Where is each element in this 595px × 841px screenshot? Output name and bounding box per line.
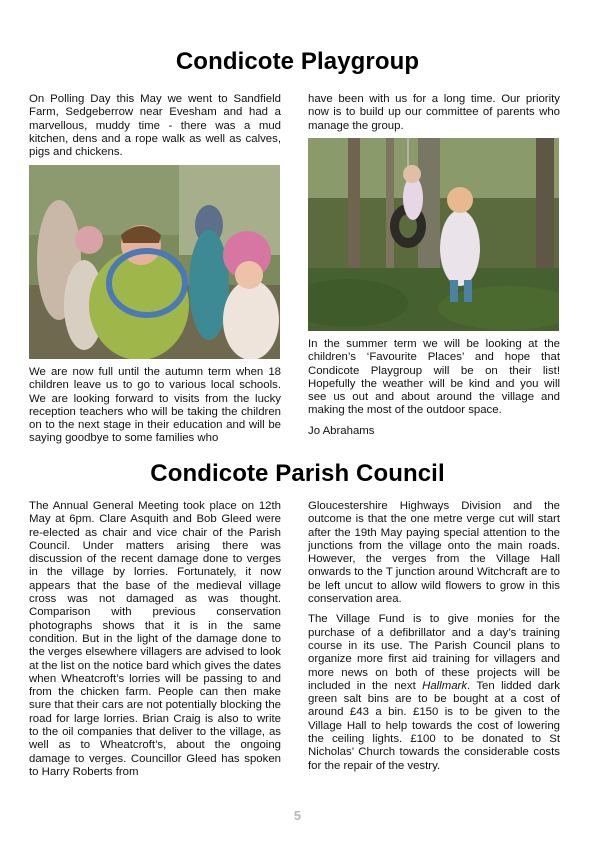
- children-hoop-photo: [29, 165, 280, 359]
- council-column-right: [308, 500, 560, 780]
- playgroup-intro-paragraph: On Polling Day this May we went to Sandfield Farm, Sedgeberrow near Evesham and had a marvellous, muddy time - there was a mud kitchen, dens and a rope walk as well as calves, pigs and chickens.: [29, 93, 281, 159]
- village-fund-text-b: . Ten lidded dark green salt bins are to be bought at a cost of around £43 a bin. £150 is to be given to the Village Hall to help towards the cost of lowering the ceiling lights. £100 to be donated to St Nicholas’ Church towards the considerable costs for the repair of the vestry.: [308, 679, 560, 772]
- playgroup-title: Condicote Playgroup: [175, 48, 420, 75]
- playgroup-summer-paragraph: In the summer term we will be looking at the children’s ‘Favourite Places’ and hope that Condicote Playgroup will be on their list! Hopefully the weather will be kind and you will see us out and about around the village and making the most of the outdoor space.: [308, 338, 560, 417]
- playgroup-signature: Jo Abrahams: [308, 424, 375, 437]
- playgroup-column-left-bottom: [29, 366, 281, 453]
- page-number: 5: [293, 808, 302, 823]
- children-woods-photo: [308, 138, 559, 331]
- hallmark-title: Hallmark: [422, 679, 468, 692]
- council-column-left: [29, 500, 281, 786]
- village-fund-text-a: The Village Fund is to give monies for the purchase of a defibrillator and a day’s training course in its use. The Parish Council plans to organize more first aid training for villagers and more news on both of these projects will be included in the next: [308, 613, 560, 692]
- council-highways-paragraph: Gloucestershire Highways Division and the outcome is that the one metre verge cut will start after the 19th May paying special attention to the junctions from the village onto the main roads. However, the verges from the Village Hall onwards to the T junction around Witchcraft are to be left uncut to allow wild flowers to grow in this conservation area.: [308, 500, 560, 606]
- playgroup-column-right: [308, 93, 560, 140]
- playgroup-column-right-bottom: [308, 338, 560, 445]
- council-agm-paragraph: The Annual General Meeting took place on 12th May at 6pm. Clare Asquith and Bob Gleed were re-elected as chair and vice chair of the Parish Council. Under matters arising there was discussion of the recent damage done to verges in the village by lorries. Fortunately, it now appears that the base of the medieval village cross was not damaged as was thought. Comparison with previous conservation photographs shows that it is in the same condition. But in the light of the damage done to the verges elsewhere villagers are advised to look at the list on the notice bard which gives the dates when Wheatcroft’s lorries will be passing to and from the chicken farm. People can then make sure that their cars are not potentially blocking the road for large lorries. Brian Craig is also to write to the oil companies that deliver to the village, as well as to Wheatcroft’s, about the ongoing damage to verges. Councillor Gleed has spoken to Harry Roberts from: [29, 500, 282, 778]
- playgroup-priority-paragraph: have been with us for a long time. Our priority now is to build up our committee of parents who manage the group.: [308, 93, 560, 132]
- parish-council-title: Condicote Parish Council: [150, 460, 445, 487]
- council-village-fund-paragraph: [308, 613, 560, 773]
- playgroup-autumn-paragraph: We are now full until the autumn term when 18 children leave us to go to various local schools. We are looking forward to visits from the lucky reception teachers who will be taking the children on to the next stage in their education and will be saying goodbye to some families who: [29, 366, 281, 445]
- playgroup-column-left: [29, 93, 281, 166]
